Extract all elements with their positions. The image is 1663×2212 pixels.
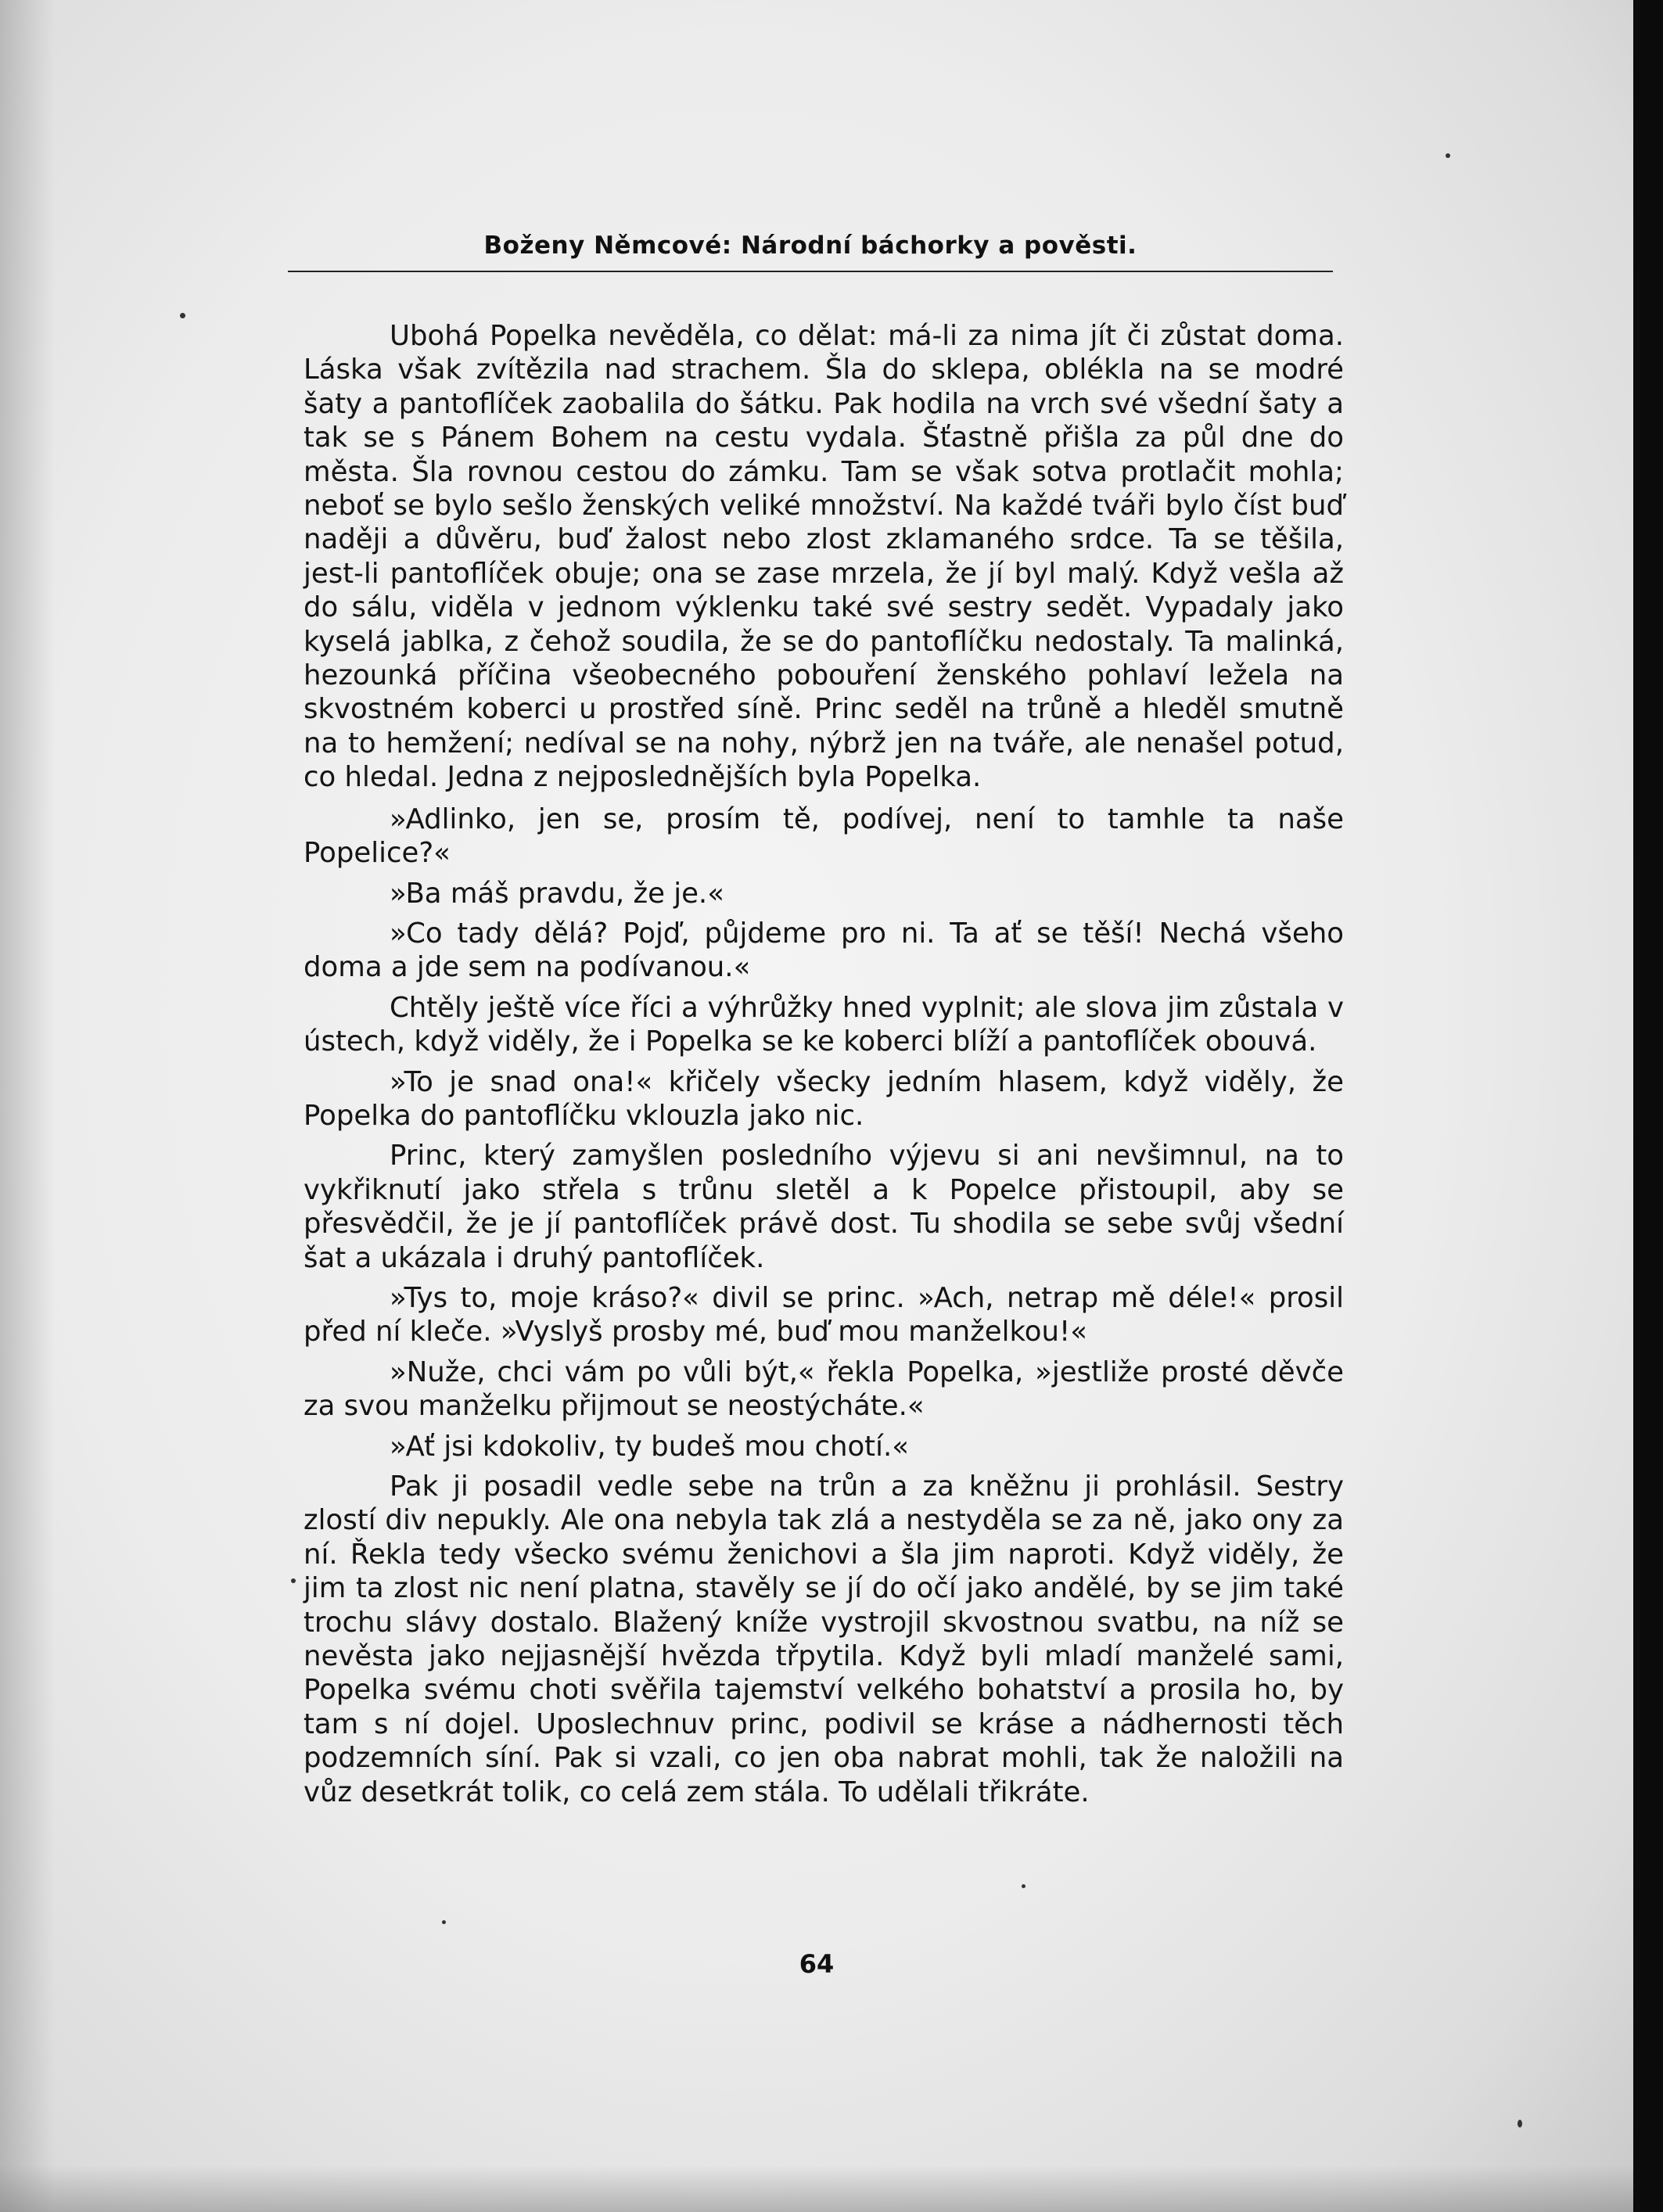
paragraph: »Adlinko, jen se, prosím tě, podívej, není to tamhle ta naše Popelice?«	[304, 803, 1344, 870]
scan-speck	[1446, 153, 1450, 158]
scan-speck	[1022, 1884, 1025, 1888]
scan-speck	[291, 1578, 296, 1583]
paragraph: »Nuže, chci vám po vůli být,« řekla Popelka, »jestliže prosté děvče za svou manželku přijmout se neostýcháte.«	[304, 1356, 1344, 1423]
paragraph: Chtěly ještě více říci a výhrůžky hned vyplnit; ale slova jim zůstala v ústech, když viděly, že i Popelka se ke koberci blíží a pantoflíček obouvá.	[304, 991, 1344, 1058]
paragraph: Pak ji posadil vedle sebe na trůn a za kněžnu ji prohlásil. Sestry zlostí div nepukly. Ale ona nebyla tak zlá a nestyděla se za ně, jako ony za ní. Řekla tedy všecko svému ženichovi a šla jim naproti. Když viděly, že jim ta zlost nic není platna, stavěly se jí do očí jako andělé, by se jim také trochu slávy dostalo. Blažený kníže vystrojil skvostnou svatbu, na níž se nevěsta jako nejjasnější hvězda třpytila. Když byli mladí manželé sami, Popelka svému choti svěřila tajemství velkého bohatství a prosila ho, by tam s ní dojel. Uposlechnuv princ, podivil se kráse a nádhernosti těch podzemních síní. Pak si vzali, co jen oba nabrat mohli, tak že naložili na vůz desetkrát tolik, co celá zem stála. To udělali třikráte.	[304, 1470, 1344, 1808]
bottom-shadow	[0, 2165, 1633, 2212]
paragraph: »Ba máš pravdu, že je.«	[390, 877, 724, 910]
paragraph: »Co tady dělá? Pojď, půjdeme pro ni. Ta ať se těší! Nechá všeho doma a jde sem na podívanou.«	[304, 917, 1344, 984]
binding-shadow	[0, 0, 55, 2212]
paragraph: »Ať jsi kdokoliv, ty budeš mou chotí.«	[390, 1430, 909, 1463]
body-text	[304, 319, 1344, 1815]
page-number: 64	[799, 1949, 835, 1979]
page-edge	[1633, 0, 1663, 2212]
paragraph: Princ, který zamyšlen posledního výjevu si ani nevšimnul, na to vykřiknutí jako střela s trůnu sletěl a k Popelce přistoupil, aby se přesvědčil, že je jí pantoflíček právě dost. Tu shodila se sebe svůj všední šat a ukázala i druhý pantoflíček.	[304, 1140, 1344, 1274]
running-header: Boženy Němcové: Národní báchorky a pověsti.	[288, 232, 1333, 272]
scan-speck	[1518, 2120, 1522, 2128]
paragraph: Ubohá Popelka nevěděla, co dělat: má-li za nima jít či zůstat doma. Láska však zvítězila nad strachem. Šla do sklepa, oblékla na se modré šaty a pantoflíček zaobalila do šátku. Pak hodila na vrch své všední šaty a tak se s Pánem Bohem na cestu vydala. Šťastně přišla za půl dne do města. Šla rovnou cestou do zámku. Tam se však sotva protlačit mohla; neboť se bylo sešlo ženských veliké množství. Na každé tváři bylo číst buď naději a důvěru, buď žalost nebo zlost zklamaného srdce. Ta se těšila, jest-li pantoflíček obuje; ona se zase mrzela, že jí byl malý. Když vešla až do sálu, viděla v jednom výklenku také své sestry sedět. Vypadaly jako kyselá jablka, z čehož soudila, že se do pantoflíčku nedostaly. Ta malinká, hezounká příčina všeobecného pobouření ženského pohlaví ležela na skvostném koberci u prostřed síně. Princ seděl na trůně a hleděl smutně na to hemžení; nedíval se na nohy, nýbrž jen na tváře, ale nenašel potud, co hledal. Jedna z nejposlednějších byla Popelka.	[304, 320, 1344, 794]
paragraph: »Tys to, moje kráso?« divil se princ. »Ach, netrap mě déle!« prosil před ní kleče. »Vyslyš prosby mé, buď mou manželkou!«	[304, 1281, 1344, 1348]
paragraph: »To je snad ona!« křičely všecky jedním hlasem, když viděly, že Popelka do pantoflíčku vklouzla jako nic.	[304, 1065, 1344, 1132]
scan-speck	[442, 1920, 446, 1924]
scan-speck	[180, 313, 185, 318]
